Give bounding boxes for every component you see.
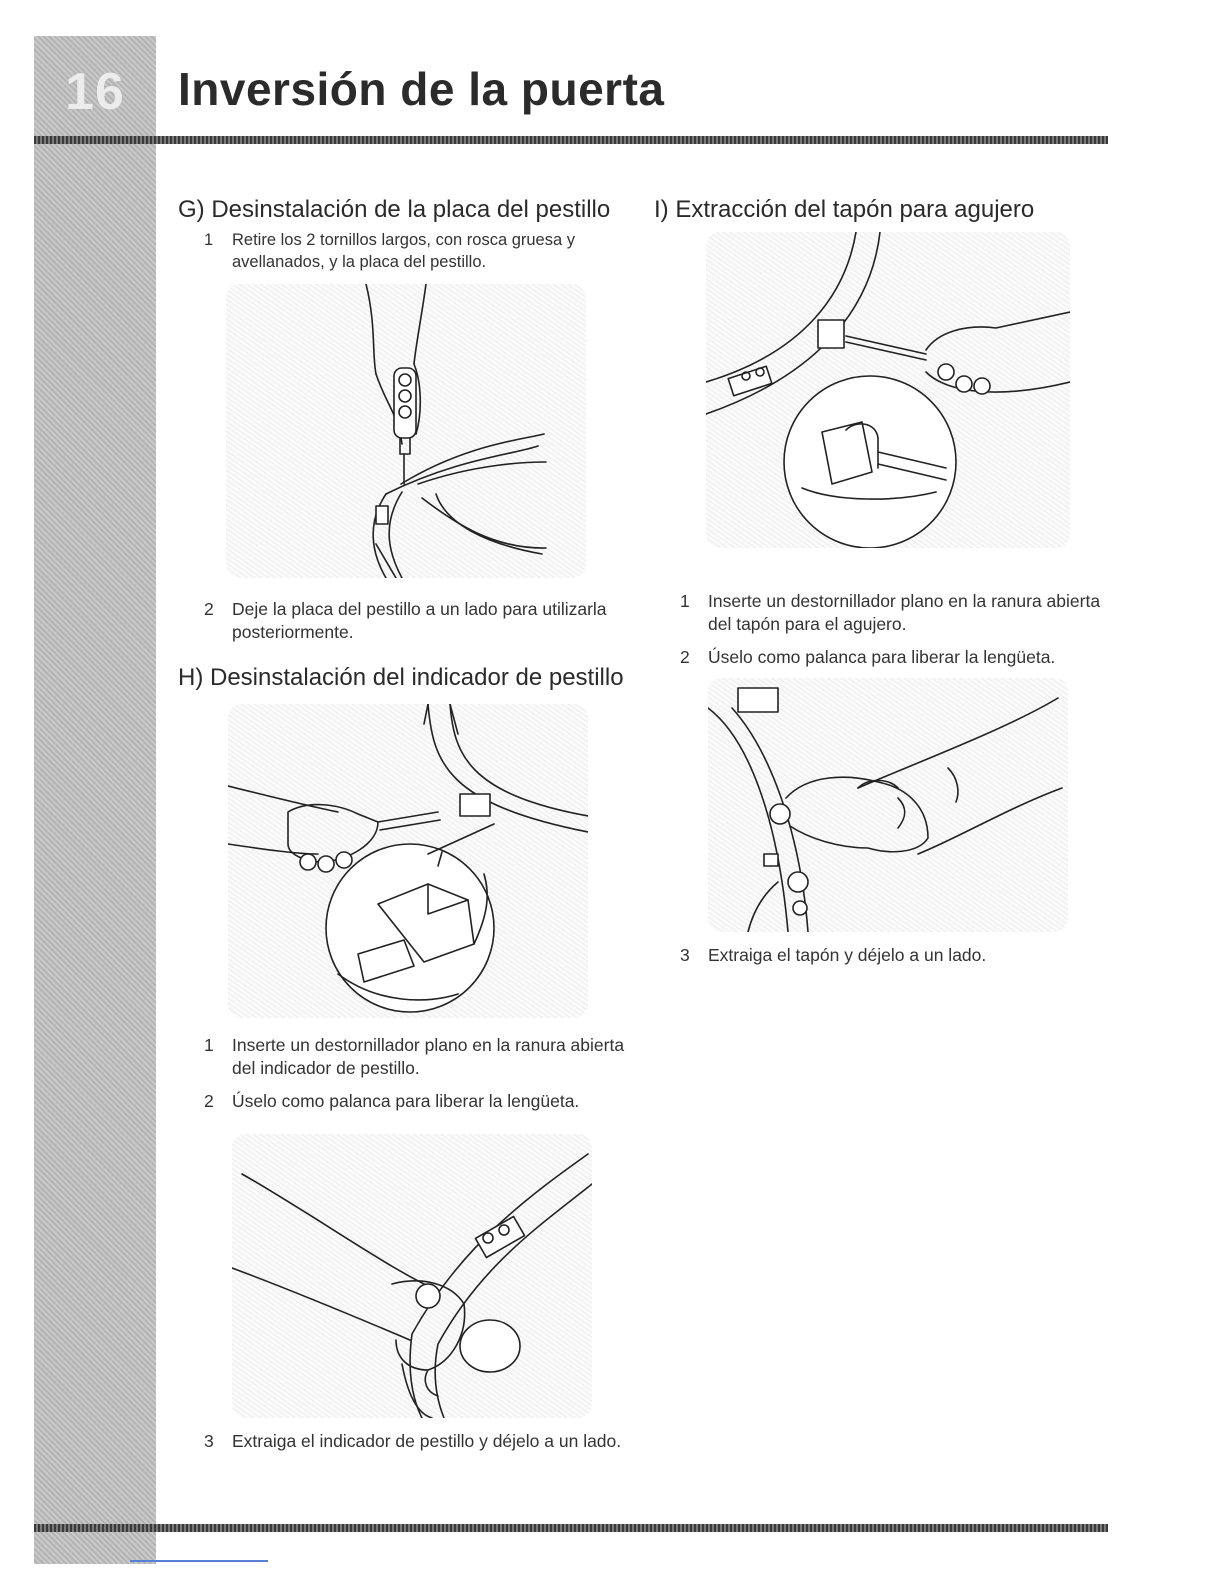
- step-text: Retire los 2 tornillos largos, con rosca gruesa y avellanados, y la placa del pestillo.: [232, 231, 575, 271]
- step-number: 3: [204, 1431, 214, 1451]
- step-text: Úselo como palanca para liberar la lengüeta.: [708, 647, 1056, 667]
- figure-latch-indicator-pry: [228, 704, 588, 1018]
- step-number: 1: [680, 591, 690, 611]
- latch-indicator-illustration: [228, 704, 588, 1018]
- step-text: Inserte un destornillador plano en la ranura abierta del tapón para el agujero.: [708, 591, 1101, 634]
- section-g-heading: G) Desinstalación de la placa del pestillo: [178, 196, 611, 223]
- step-text: Deje la placa del pestillo a un lado para utilizarla posteriormente.: [232, 599, 607, 642]
- section-i-step-3: [680, 944, 1110, 967]
- step-number: 1: [204, 231, 214, 249]
- section-i-step-2: [680, 646, 1110, 669]
- page-title: Inversión de la puerta: [178, 63, 665, 115]
- step-text: Úselo como palanca para liberar la lengüeta.: [232, 1091, 580, 1111]
- page-number: 16: [65, 63, 125, 121]
- step-number: 3: [680, 945, 690, 965]
- step-text: Extraiga el tapón y déjelo a un lado.: [708, 945, 987, 965]
- figure-latch-indicator-remove: [232, 1134, 592, 1418]
- header-rule: [34, 136, 1108, 144]
- step-text: Inserte un destornillador plano en la ranura abierta del indicador de pestillo.: [232, 1035, 625, 1078]
- latch-indicator-removal-illustration: [232, 1134, 592, 1418]
- step-number: 2: [204, 1091, 214, 1111]
- section-h-step-1: [204, 1034, 634, 1080]
- page-sidebar-band: [34, 36, 156, 1564]
- footer-rule: [34, 1524, 1108, 1532]
- hole-plug-illustration: [706, 232, 1070, 548]
- step-number: 1: [204, 1035, 214, 1055]
- section-i-heading: I) Extracción del tapón para agujero: [654, 196, 1035, 223]
- step-text: Extraiga el indicador de pestillo y déjelo a un lado.: [232, 1431, 622, 1451]
- section-g-step-2: [204, 598, 634, 644]
- latch-plate-illustration: [226, 284, 586, 578]
- section-h-step-3: [204, 1430, 634, 1453]
- section-h-step-2: [204, 1090, 634, 1113]
- section-i-step-1: [680, 590, 1110, 636]
- section-h-heading: H) Desinstalación del indicador de pestillo: [178, 664, 624, 691]
- figure-hole-plug-remove: [708, 678, 1068, 932]
- figure-hole-plug-pry: [706, 232, 1070, 548]
- figure-latch-plate-removal: [226, 284, 586, 578]
- footer-link-underline: [130, 1560, 268, 1562]
- section-g-step-1: [204, 229, 644, 273]
- step-number: 2: [680, 647, 690, 667]
- hole-plug-removal-illustration: [708, 678, 1068, 932]
- step-number: 2: [204, 599, 214, 619]
